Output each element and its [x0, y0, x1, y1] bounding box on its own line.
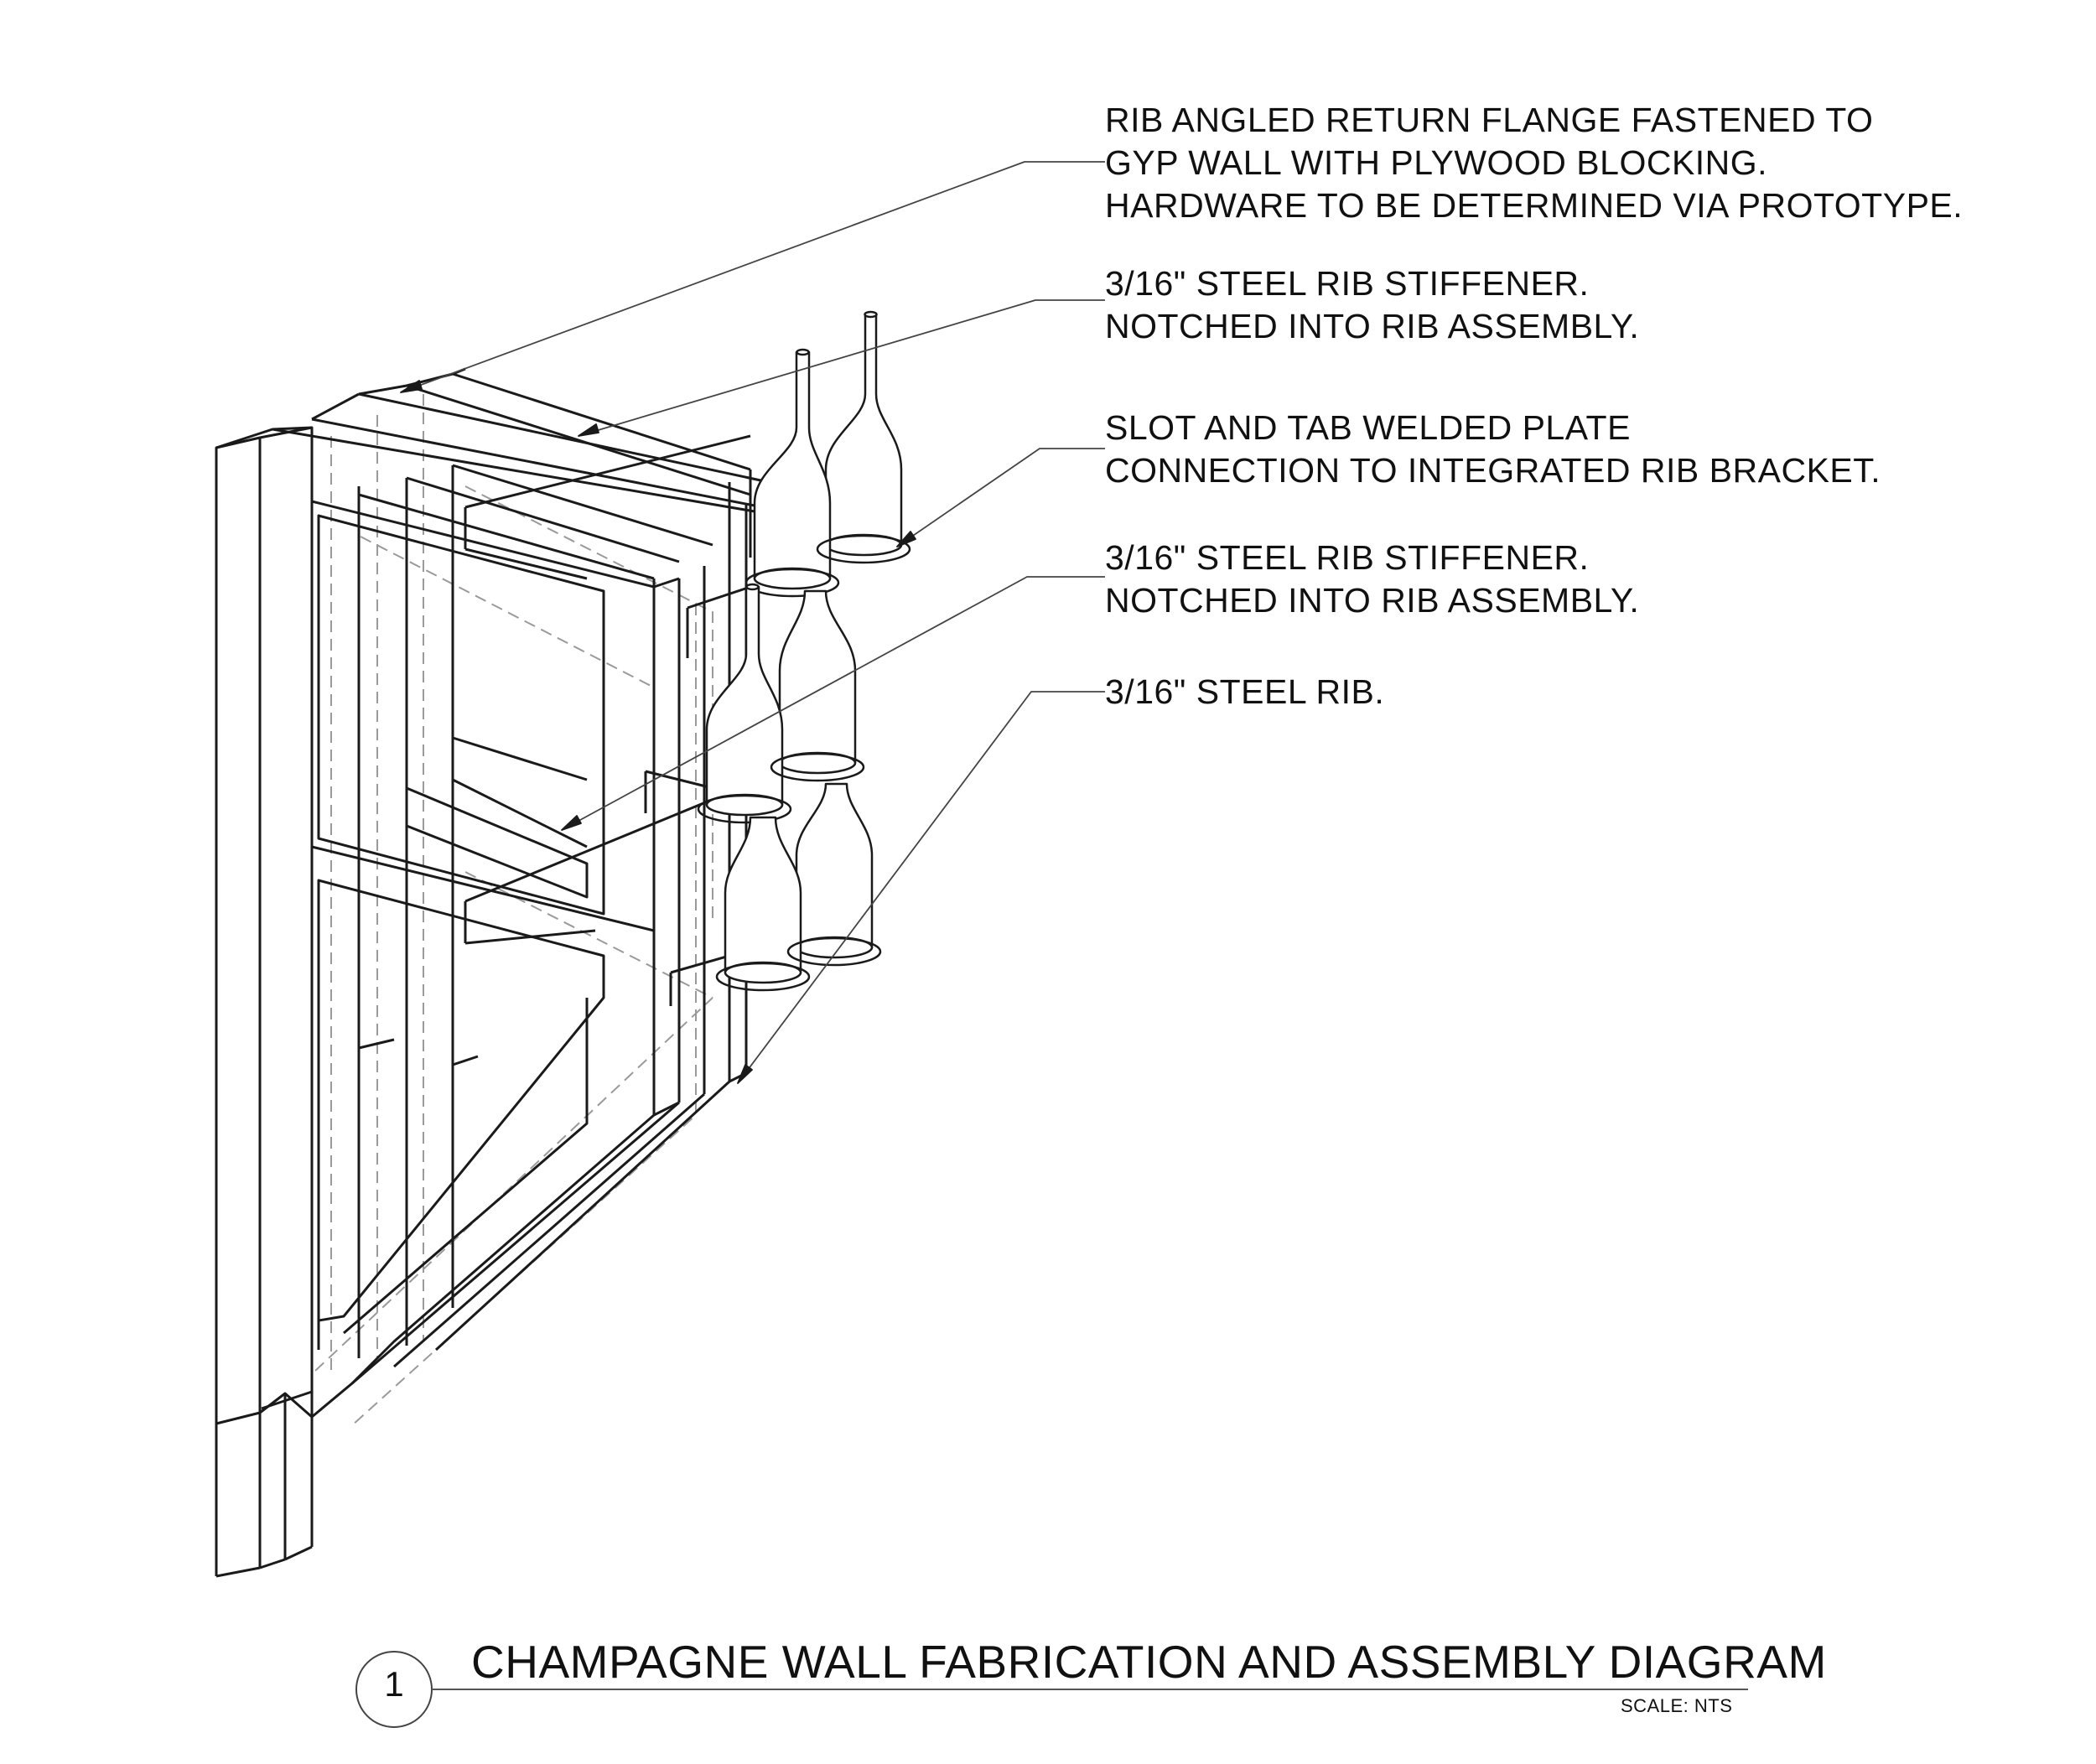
bottle-top-back	[826, 312, 901, 555]
callout-line: 3/16" STEEL RIB.	[1105, 672, 1385, 711]
leader-2	[578, 300, 1105, 436]
bottle-bottom-back	[796, 784, 872, 957]
hidden-lines	[302, 394, 713, 1425]
callout-line: 3/16" STEEL RIB STIFFENER.	[1105, 264, 1590, 303]
leader-1	[401, 162, 1105, 392]
leader-3	[897, 449, 1105, 547]
callout-line: GYP WALL WITH PLYWOOD BLOCKING.	[1105, 143, 1768, 182]
bottle-middle-front	[707, 584, 782, 815]
callout-rib-stiffener-upper	[1105, 262, 1639, 348]
drawing-title: CHAMPAGNE WALL FABRICATION AND ASSEMBLY DIAGRAM	[471, 1636, 1827, 1688]
callout-rib-stiffener-lower	[1105, 537, 1639, 622]
bottle-bottom-front	[725, 817, 801, 983]
callout-steel-rib	[1105, 671, 1384, 713]
callout-line: SLOT AND TAB WELDED PLATE	[1105, 408, 1631, 447]
callout-line: HARDWARE TO BE DETERMINED VIA PROTOTYPE.	[1105, 186, 1964, 225]
bottle-middle-back	[780, 591, 855, 773]
leader-4-arrow	[562, 816, 581, 830]
leader-5-arrow	[738, 1065, 752, 1083]
rib-flange	[216, 428, 312, 1576]
callout-rib-flange	[1105, 99, 1963, 227]
callout-line: RIB ANGLED RETURN FLANGE FASTENED TO	[1105, 101, 1874, 139]
callout-line: 3/16" STEEL RIB STIFFENER.	[1105, 538, 1590, 577]
callout-line: NOTCHED INTO RIB ASSEMBLY.	[1105, 307, 1640, 345]
callout-line: NOTCHED INTO RIB ASSEMBLY.	[1105, 581, 1640, 620]
steel-ribs	[272, 369, 788, 1417]
drawing-scale: SCALE: NTS	[1621, 1695, 1733, 1716]
detail-number: 1	[384, 1664, 404, 1704]
callout-line: CONNECTION TO INTEGRATED RIB BRACKET.	[1105, 451, 1881, 490]
leader-2-arrow	[578, 424, 599, 436]
callout-slot-tab-plate	[1105, 407, 1881, 492]
